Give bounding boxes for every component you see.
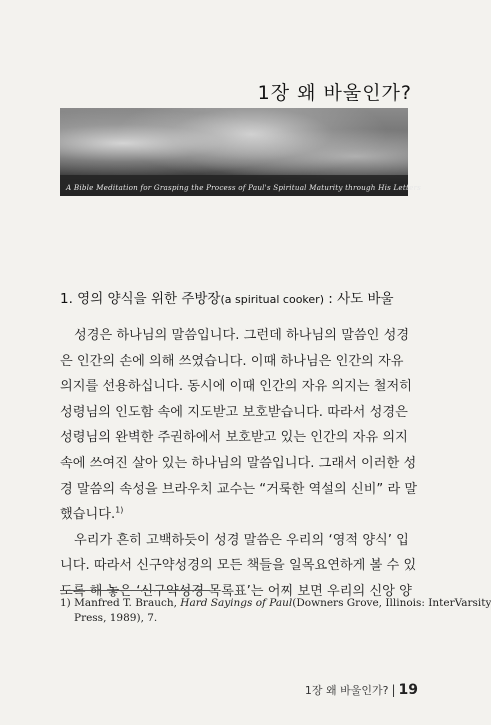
section-heading-latin: (a spiritual cooker)	[220, 293, 324, 306]
footnote-line-1	[60, 596, 491, 611]
text-line: 니다. 따라서 신구약성경의 모든 책들을 일목요연하게 볼 수 있	[60, 558, 417, 574]
footnote-divider	[60, 590, 210, 591]
footnote	[60, 596, 491, 626]
footnote-book-title: Hard Sayings of Paul	[180, 597, 293, 609]
text-line: 성령님의 완벽한 주권하에서 보호받고 있는 인간의 자유 의지	[60, 430, 408, 446]
text-line-end: 했습니다.	[60, 507, 116, 523]
text-line: 도록 해 놓은 ‘신구약성경 목록표’는 어찌 보면 우리의 신앙 양	[60, 583, 412, 599]
section-heading-prefix: 1. 영의 양식을 위한 주방장	[60, 291, 221, 307]
text-line: 은 인간의 손에 의해 쓰였습니다. 이때 하나님은 인간의 자유	[60, 353, 404, 369]
text-line: 속에 쓰여진 살아 있는 하나님의 말씀입니다. 그래서 이러한 성	[60, 455, 417, 471]
footer-separator: |	[391, 683, 396, 697]
text-line: 의지를 선용하십니다. 동시에 이때 인간의 자유 의지는 철저히	[60, 379, 413, 395]
section-heading-suffix: : 사도 바울	[324, 291, 394, 307]
banner-caption: A Bible Meditation for Grasping the Process of Paul's Spiritual Maturity through His Letters	[66, 183, 422, 192]
footnote-marker: 1) Manfred T. Brauch,	[60, 597, 181, 609]
text-line: 성경은 하나님의 말씀입니다. 그런데 하나님의 말씀인 성경	[74, 328, 410, 343]
text-line-last	[60, 502, 414, 528]
page-number: 19	[398, 682, 418, 698]
footnote-publisher: (Downers Grove, Illinois: InterVarsity	[292, 597, 491, 609]
chapter-title: 1장 왜 바울인가?	[257, 82, 412, 104]
running-footer	[305, 679, 418, 698]
paragraph-1	[60, 323, 418, 528]
text-line: 우리가 흔히 고백하듯이 성경 말씀은 우리의 ‘영적 양식’ 입	[74, 532, 409, 548]
footnote-line-2: Press, 1989), 7.	[74, 612, 158, 624]
chapter-banner-image	[60, 108, 422, 196]
text-line: 경 말씀의 속성을 브라우치 교수는 “거룩한 역설의 신비” 라 말	[60, 481, 418, 497]
section-heading	[60, 287, 420, 307]
text-line: 성령님의 인도함 속에 지도받고 보호받습니다. 따라서 성경은	[60, 404, 408, 420]
body-text	[60, 323, 418, 605]
paragraph-2	[60, 528, 417, 605]
footnote-reference: 1)	[115, 505, 124, 515]
footer-chapter-label: 1장 왜 바울인가?	[304, 684, 389, 697]
